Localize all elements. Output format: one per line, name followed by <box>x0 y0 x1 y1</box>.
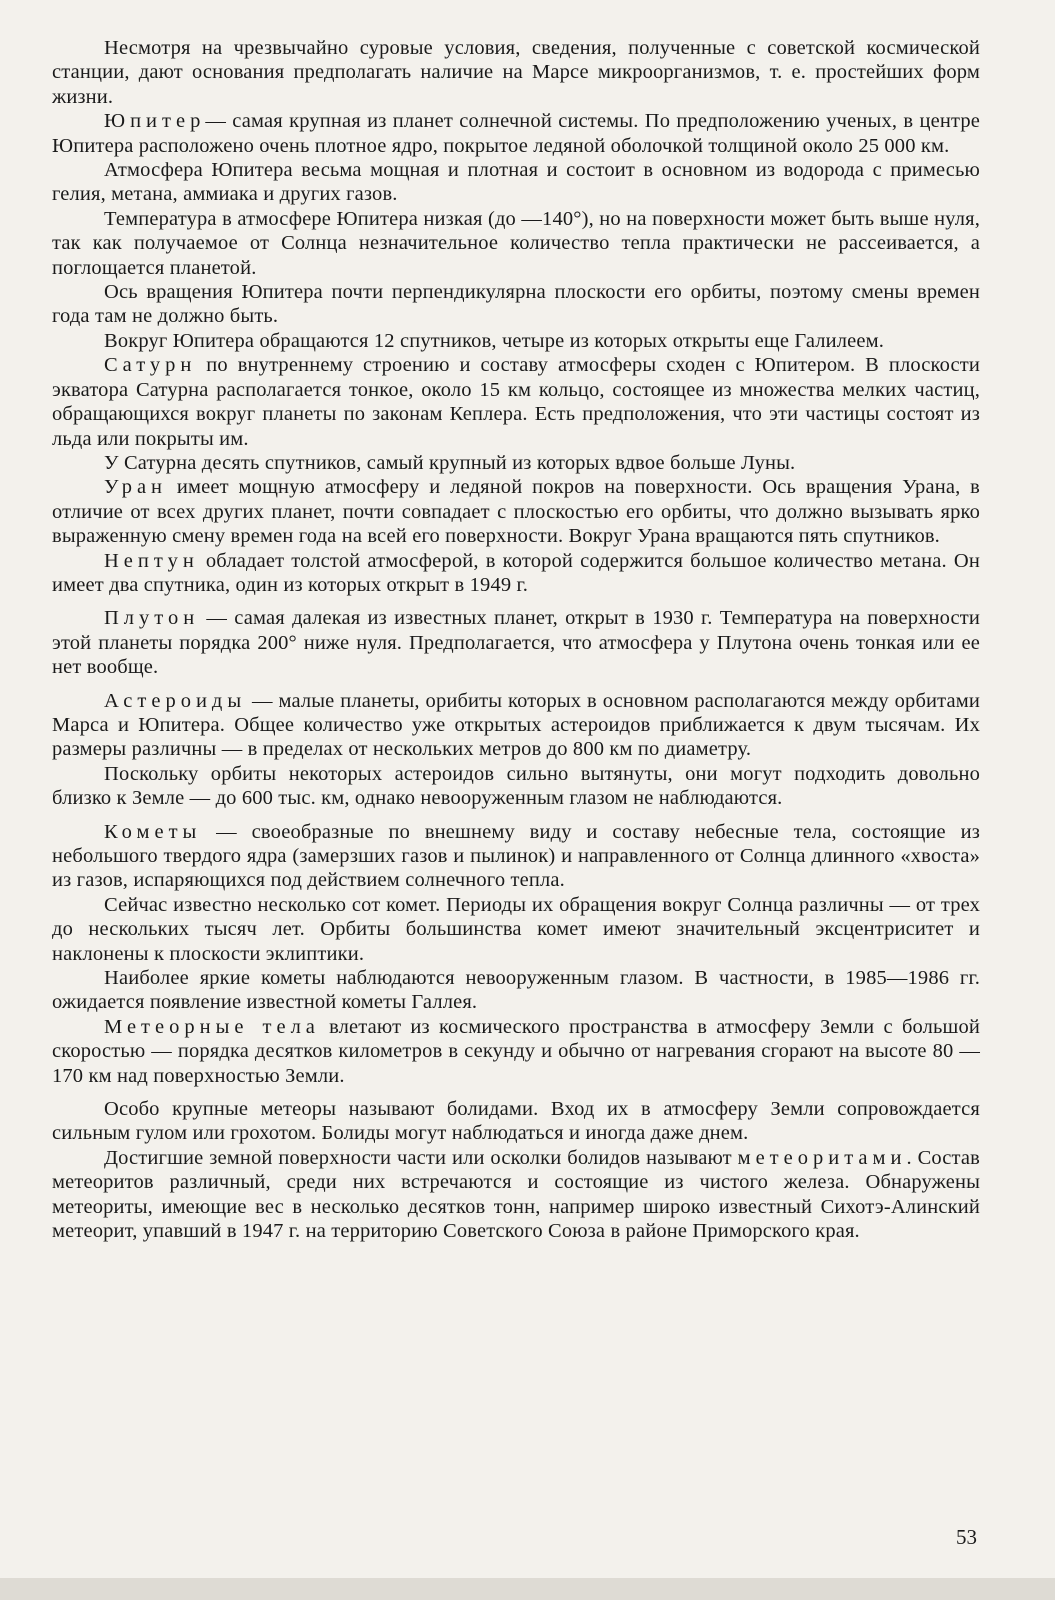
paragraph-mars-microorganisms <box>52 36 980 109</box>
paragraph-asteroid-orbits <box>52 762 980 811</box>
paragraph-halley-comet <box>52 966 980 1015</box>
paragraph-text: Достигшие земной поверхности части или осколки болидов называют <box>104 1146 738 1169</box>
paragraph-text: Температура в атмосфере Юпитера низкая (до —140°), но на поверхности может быть выше нуля, так как получаемое от Солнца незначительное количество тепла практически не рассеивается, а поглощается планетой. <box>52 207 980 279</box>
paragraph-meteorites <box>52 1146 980 1244</box>
term-comets: Кометы <box>104 820 202 843</box>
paragraph-text: Наиболее яркие кометы наблюдаются невооруженным глазом. В частности, в 1985—1986 гг. ожидается появление известной кометы Галлея. <box>52 967 980 1014</box>
page-number: 53 <box>956 1525 977 1549</box>
paragraph-text: обладает толстой атмосферой, в которой содержится большое количество метана. Он имеет два спутника, один из которых открыт в 1949 г. <box>52 549 980 596</box>
term-saturn: Сатурн <box>104 354 197 377</box>
paragraph-text: У Сатурна десять спутников, самый крупный из которых вдвое больше Луны. <box>104 451 796 474</box>
page-body <box>52 36 980 1244</box>
paragraph-text: — самая крупная из планет солнечной системы. По предположению ученых, в центре Юпитера расположено очень плотное ядро, покрытое ледяной оболочкой толщиной около 25 000 км. <box>52 110 980 157</box>
paragraph-text: имеет мощную атмосферу и ледяной покров на поверхности. Ось вращения Урана, в отличие от всех других планет, почти совпадает с плоскостью его орбиты, что должно вызывать ярко выраженную смену времен года на всей его поверхности. Вокруг Урана вращаются пять спутников. <box>52 476 980 548</box>
paragraph-text: Особо крупные метеоры называют болидами. Вход их в атмосферу Земли сопровождается сильным гулом или грохотом. Болиды могут наблюдаться и иногда даже днем. <box>52 1098 980 1145</box>
paragraph-meteor-bodies <box>52 1015 980 1088</box>
paragraph-text: . Состав метеоритов различный, среди них встречаются и состоящие из чистого железа. Обнаружены метеориты, имеющие вес в несколько десятков тонн, например широко известный Сихотэ-Алинский метеорит, упавший в 1947 г. на территорию Советского Союза в районе Приморского края. <box>52 1146 980 1243</box>
term-asteroids: Астероиды <box>104 689 247 712</box>
paragraph-jupiter-atmosphere <box>52 158 980 207</box>
paragraph-neptune <box>52 549 980 598</box>
paragraph-saturn <box>52 353 980 451</box>
paragraph-jupiter <box>52 109 980 158</box>
paragraph-text: Поскольку орбиты некоторых астероидов сильно вытянуты, они могут подходить довольно близко к Земле — до 600 тыс. км, однако невооруженным глазом не наблюдаются. <box>52 762 980 810</box>
paragraph-text: Атмосфера Юпитера весьма мощная и плотная и состоит в основном из водорода с примесью гелия, метана, аммиака и других газов. <box>52 159 980 206</box>
paragraph-text: Несмотря на чрезвычайно суровые условия, сведения, полученные с советской космической станции, дают основания предполагать наличие на Марсе микроорганизмов, т. е. простейших форм жизни. <box>52 37 980 108</box>
paragraph-text: Сейчас известно несколько сот комет. Периоды их обращения вокруг Солнца различны — от трех до нескольких тысяч лет. Орбиты большинства комет имеют значительный эксцентриситет и наклонены к плоскости эклиптики. <box>52 893 980 965</box>
paragraph-bolides <box>52 1097 980 1146</box>
paragraph-uranus <box>52 475 980 548</box>
paragraph-text: Ось вращения Юпитера почти перпендикулярна плоскости его орбиты, поэтому смены времен года там не должно быть. <box>52 281 980 328</box>
paragraph-text: — малые планеты, орибиты которых в основном располагаются между орбитами Марса и Юпитера. Общее количество уже открытых астероидов приближается к двум тысячам. Их размеры различны — в пределах от нескольких метров до 800 км по диаметру. <box>52 689 980 761</box>
term-meteorites: метеоритами <box>737 1146 907 1169</box>
paragraph-text: Вокруг Юпитера обращаются 12 спутников, четыре из которых открыты еще Галилеем. <box>104 329 885 352</box>
paragraph-jupiter-temperature <box>52 207 980 280</box>
paragraph-comets <box>52 820 980 893</box>
paragraph-text: — своеобразные по внешнему виду и составу небесные тела, состоящие из небольшого твердого ядра (замерзших газов и пылинок) и направленного от Солнца длинного «хвоста» из газов, испаряющихся под действием солнечного тепла. <box>52 820 980 892</box>
paragraph-pluto <box>52 606 980 679</box>
paragraph-comet-periods <box>52 893 980 966</box>
paragraph-jupiter-satellites <box>52 329 980 353</box>
paragraph-text: — самая далекая из известных планет, открыт в 1930 г. Температура на поверхности этой планеты порядка 200° ниже нуля. Предполагается, что атмосфера у Плутона очень тонкая или ее нет вообще. <box>52 607 980 679</box>
term-meteor-bodies: Метеорные тела <box>104 1015 320 1038</box>
term-pluto: Плутон <box>104 607 200 630</box>
paragraph-jupiter-axis <box>52 280 980 329</box>
scan-bottom-edge <box>0 1578 1055 1600</box>
paragraph-asteroids <box>52 689 980 762</box>
paragraph-text: по внутреннему строению и составу атмосферы сходен с Юпитером. В плоскости экватора Сатурна располагается тонкое, около 15 км кольцо, состоящее из множества мелких частиц, обращающихся вокруг планеты по законам Кеплера. Есть предположения, что эти частицы состоят из льда или покрыты им. <box>52 354 980 450</box>
term-jupiter: Юпитер <box>104 110 206 133</box>
term-neptune: Нептун <box>104 549 199 572</box>
paragraph-text: влетают из космического пространства в атмосферу Земли с большой скоростью — порядка десятков километров в секунду и обычно от нагревания сгорают на высоте 80 — 170 км над поверхностью Земли. <box>52 1015 981 1087</box>
term-uranus: Уран <box>104 476 168 499</box>
paragraph-saturn-satellites <box>52 451 980 475</box>
